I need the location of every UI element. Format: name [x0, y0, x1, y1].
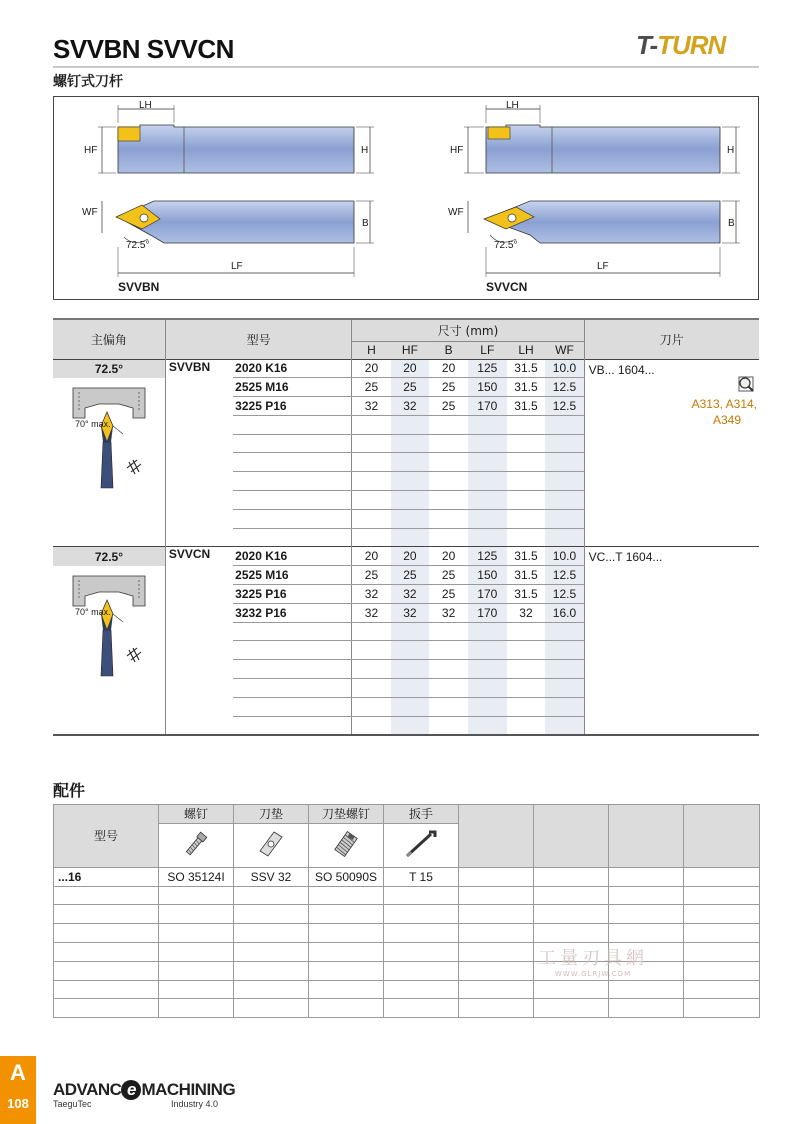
empty-row — [54, 980, 760, 999]
empty-row — [54, 886, 760, 905]
empty-row — [54, 942, 760, 961]
footer-sub-left: TaeguTec — [53, 1099, 92, 1109]
insert-shape — [118, 127, 140, 141]
dim-value: 12.5 — [545, 566, 584, 585]
dim-b-right: B — [728, 218, 735, 229]
brand-logo-part-a: T- — [636, 30, 658, 60]
page-number: 108 — [7, 1096, 29, 1111]
dim-value: 32 — [507, 603, 546, 622]
type-code: 2525 M16 — [233, 566, 352, 585]
dim-value: 12.5 — [545, 585, 584, 604]
acc-header-wrench: 扳手 — [384, 805, 459, 824]
dim-value: 150 — [468, 566, 507, 585]
dim-lf-left: LF — [231, 261, 243, 272]
dim-value: 170 — [468, 603, 507, 622]
dim-value: 12.5 — [545, 397, 584, 416]
footer-logo-right: MACHINING — [141, 1080, 236, 1099]
insert-cell — [584, 359, 759, 547]
empty-row — [54, 999, 760, 1018]
footer-logo-left: ADVANC — [53, 1080, 122, 1099]
dim-value: 32 — [352, 397, 391, 416]
dim-value: 170 — [468, 585, 507, 604]
type-code: 2525 M16 — [233, 378, 352, 397]
dim-value: 10.0 — [545, 359, 584, 378]
dim-b-left: B — [362, 218, 369, 229]
footer-logo-e: e — [121, 1080, 141, 1100]
acc-header-screw: 螺钉 — [159, 805, 234, 824]
header-dim: HF — [391, 341, 430, 359]
dim-value: 12.5 — [545, 378, 584, 397]
dim-value: 16.0 — [545, 603, 584, 622]
magnifier-icon — [589, 375, 759, 398]
footer-sub-right: Industry 4.0 — [170, 1099, 218, 1109]
brand-logo — [636, 30, 725, 61]
header-angle: 主偏角 — [53, 319, 165, 359]
insert-angle-diagram — [53, 378, 165, 547]
dim-value: 32 — [391, 585, 430, 604]
shim-screw-icon — [309, 823, 384, 867]
dim-value: 31.5 — [507, 585, 546, 604]
header-dim: LF — [468, 341, 507, 359]
page-reference-link[interactable]: A349 — [712, 412, 741, 427]
dim-wf-right: WF — [448, 207, 464, 218]
type-code: 3232 P16 — [233, 603, 352, 622]
acc-header-type: 型号 — [54, 805, 159, 868]
max-angle-label: 70° max. — [75, 418, 111, 429]
section-tab — [0, 1056, 36, 1124]
dim-h-left: H — [361, 145, 369, 156]
dim-value: 31.5 — [507, 397, 546, 416]
max-angle-label: 70° max. — [75, 606, 111, 617]
dim-value: 150 — [468, 378, 507, 397]
page-reference-link[interactable]: A314, — [725, 396, 757, 411]
page-subtitle: 螺钉式刀杆 — [53, 74, 123, 90]
acc-screw-value: SO 35124I — [159, 867, 234, 886]
dim-h-right: H — [727, 145, 735, 156]
dim-value: 31.5 — [507, 359, 546, 378]
technical-drawing — [53, 96, 759, 300]
dim-value: 31.5 — [507, 566, 546, 585]
svvcn-side-view — [464, 105, 740, 173]
type-code: 2020 K16 — [233, 359, 352, 378]
dim-value: 20 — [429, 359, 468, 378]
header-dim: B — [429, 341, 468, 359]
dim-value: 25 — [391, 566, 430, 585]
insert-angle-diagram — [53, 566, 165, 735]
shim-icon — [234, 823, 309, 867]
dim-value: 125 — [468, 359, 507, 378]
drawing-label-svvcn: SVVCN — [486, 280, 528, 294]
dim-angle-left: 72.5° — [126, 240, 150, 251]
title-rule — [53, 66, 759, 68]
dim-value: 25 — [352, 566, 391, 585]
dim-value: 32 — [391, 603, 430, 622]
series-cell: SVVBN — [165, 359, 233, 547]
spec-table — [53, 318, 759, 736]
acc-shim-value: SSV 32 — [234, 867, 309, 886]
brand-logo-part-b: TURN — [657, 30, 726, 60]
dim-value: 32 — [352, 585, 391, 604]
acc-shim-screw-value: SO 50090S — [309, 867, 384, 886]
dim-value: 25 — [429, 378, 468, 397]
insert-cell — [584, 547, 759, 735]
dim-value: 125 — [468, 547, 507, 566]
type-code: 3225 P16 — [233, 397, 352, 416]
dim-value: 25 — [429, 566, 468, 585]
dim-value: 20 — [391, 359, 430, 378]
section-letter: A — [10, 1060, 26, 1085]
insert-shape — [488, 127, 510, 139]
dim-value: 25 — [429, 397, 468, 416]
footer-logo — [53, 1080, 235, 1109]
svvbn-side-view — [98, 105, 374, 173]
drawing-svg — [54, 97, 758, 299]
acc-header-shim-screw: 刀垫螺钉 — [309, 805, 384, 824]
header-type: 型号 — [165, 319, 352, 359]
type-code: 3225 P16 — [233, 585, 352, 604]
dim-angle-right: 72.5° — [494, 240, 518, 251]
angle-cell: 72.5° — [53, 547, 165, 566]
angle-cell: 72.5° — [53, 359, 165, 378]
watermark-url: WWW.GLRJW.COM — [554, 970, 632, 978]
accessories-title: 配件 — [53, 781, 86, 800]
drawing-label-svvbn: SVVBN — [118, 280, 160, 294]
empty-row — [54, 905, 760, 924]
page-title: SVVBN SVVCN — [53, 34, 234, 64]
svvbn-group — [53, 359, 759, 547]
header-insert: 刀片 — [584, 319, 759, 359]
dim-value: 170 — [468, 397, 507, 416]
dim-value: 25 — [391, 378, 430, 397]
watermark — [538, 944, 648, 978]
dim-lf-right: LF — [597, 261, 609, 272]
accessories-table — [53, 804, 759, 1018]
dim-lh-right: LH — [506, 100, 519, 111]
acc-wrench-value: T 15 — [384, 867, 459, 886]
series-cell: SVVCN — [165, 547, 233, 735]
insert-code: VB... 1604... — [588, 362, 655, 377]
dim-value: 25 — [429, 585, 468, 604]
watermark-text: 工量刃具網 — [538, 948, 648, 969]
dim-value: 20 — [391, 547, 430, 566]
dim-wf-left: WF — [82, 207, 98, 218]
screw-icon — [159, 823, 234, 867]
header-dim: WF — [545, 341, 584, 359]
page-reference-link[interactable]: A313, — [691, 396, 726, 411]
dim-lh-left: LH — [139, 100, 152, 111]
dim-value: 25 — [352, 378, 391, 397]
empty-row — [54, 924, 760, 943]
dim-value: 20 — [429, 547, 468, 566]
dim-value: 32 — [352, 603, 391, 622]
dim-value: 20 — [352, 547, 391, 566]
dim-value: 32 — [391, 397, 430, 416]
wrench-icon — [384, 823, 459, 867]
header-size: 尺寸 (mm) — [352, 319, 584, 341]
acc-header-shim: 刀垫 — [234, 805, 309, 824]
dim-value: 10.0 — [545, 547, 584, 566]
empty-row — [54, 961, 760, 980]
dim-value: 31.5 — [507, 378, 546, 397]
svvcn-group — [53, 547, 759, 735]
dim-hf-left: HF — [84, 145, 98, 156]
acc-type-value: ...16 — [54, 867, 159, 886]
page-reference — [589, 396, 759, 428]
dim-hf-right: HF — [450, 145, 464, 156]
type-code: 2020 K16 — [233, 547, 352, 566]
dim-value: 20 — [352, 359, 391, 378]
dim-value: 31.5 — [507, 547, 546, 566]
header-dim: LH — [507, 341, 546, 359]
insert-code: VC...T 1604... — [588, 550, 663, 565]
dim-value: 32 — [429, 603, 468, 622]
header-dim: H — [352, 341, 391, 359]
